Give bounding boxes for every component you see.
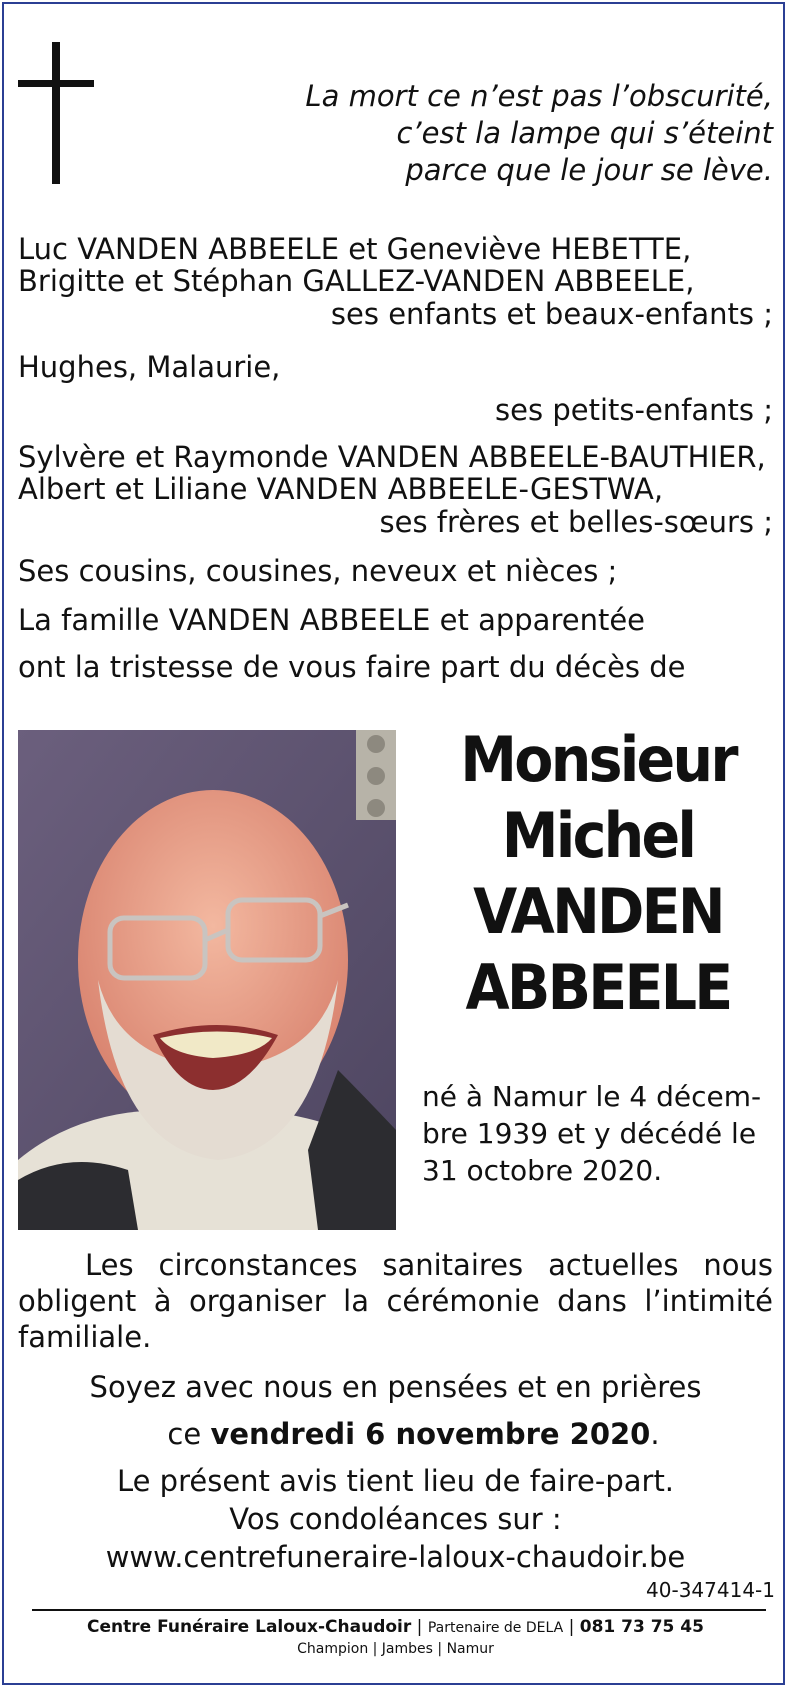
deceased-last-name: ABBEELE	[465, 951, 731, 1024]
epitaph-quote	[213, 78, 773, 189]
quote-line: parce que le jour se lève.	[405, 153, 773, 187]
ceremony-paragraph	[18, 1247, 773, 1355]
paragraph-line: Les circonstances sanitaires actuelles nous	[85, 1248, 773, 1282]
footer-locations: Champion | Jambes | Namur	[297, 1641, 494, 1657]
partner-text: Partenaire de DELA	[427, 1620, 564, 1636]
family-relation: ses frères et belles-sœurs ;	[379, 505, 773, 539]
quote-line: La mort ce n’est pas l’obscurité,	[305, 79, 773, 113]
family-line: ont la tristesse de vous faire part du décès de	[18, 650, 686, 684]
family-line: Sylvère et Raymonde VANDEN ABBEELE-BAUTHIER,	[18, 440, 766, 474]
birth-line: 31 octobre 2020.	[422, 1154, 663, 1187]
birth-line: bre 1939 et y décédé le	[422, 1117, 757, 1150]
reference-number: 40-347414-1	[646, 1578, 775, 1602]
quote-line: c’est la lampe qui s’éteint	[396, 116, 773, 150]
ceremony-date: vendredi 6 novembre 2020	[210, 1417, 651, 1451]
notice-line: Le présent avis tient lieu de faire-part.	[116, 1464, 675, 1498]
family-relation: ses enfants et beaux-enfants ;	[330, 297, 773, 331]
paragraph-line: familiale.	[18, 1320, 152, 1354]
deceased-title: Monsieur	[460, 723, 736, 796]
footer-divider	[32, 1609, 766, 1611]
birth-death-info	[422, 1078, 772, 1189]
family-line: Ses cousins, cousines, neveux et nièces ;	[18, 554, 618, 588]
deceased-first-name: Michel	[501, 799, 695, 872]
portrait-photo	[18, 730, 396, 1230]
condolences-website[interactable]: www.centrefuneraire-laloux-chaudoir.be	[105, 1540, 686, 1574]
family-line: Luc VANDEN ABBEELE et Geneviève HEBETTE,	[18, 232, 692, 266]
condolences-label: Vos condoléances sur :	[229, 1502, 562, 1536]
deceased-name	[438, 722, 758, 1026]
footer-main	[0, 1617, 791, 1637]
family-line: Brigitte et Stéphan GALLEZ-VANDEN ABBEELE,	[18, 264, 695, 298]
separator: |	[568, 1617, 575, 1637]
deceased-last-name: VANDEN	[473, 875, 723, 948]
family-relation: ses petits-enfants ;	[495, 393, 773, 427]
cross-icon	[18, 42, 100, 184]
date-suffix: .	[650, 1417, 660, 1451]
ceremony-date-line	[18, 1415, 773, 1453]
birth-line: né à Namur le 4 décem-	[422, 1080, 762, 1113]
thoughts-line: Soyez avec nous en pensées et en prières	[89, 1370, 702, 1404]
family-line: Hughes, Malaurie,	[18, 350, 281, 384]
paragraph-line: obligent à organiser la cérémonie dans l’intimité	[18, 1284, 773, 1318]
family-line: Albert et Liliane VANDEN ABBEELE-GESTWA,	[18, 472, 664, 506]
date-prefix: ce	[167, 1417, 202, 1451]
family-line: La famille VANDEN ABBEELE et apparentée	[18, 603, 646, 637]
separator: |	[416, 1617, 423, 1637]
funeral-home-name: Centre Funéraire Laloux-Chaudoir	[87, 1617, 412, 1637]
phone-number: 081 73 75 45	[579, 1617, 704, 1637]
